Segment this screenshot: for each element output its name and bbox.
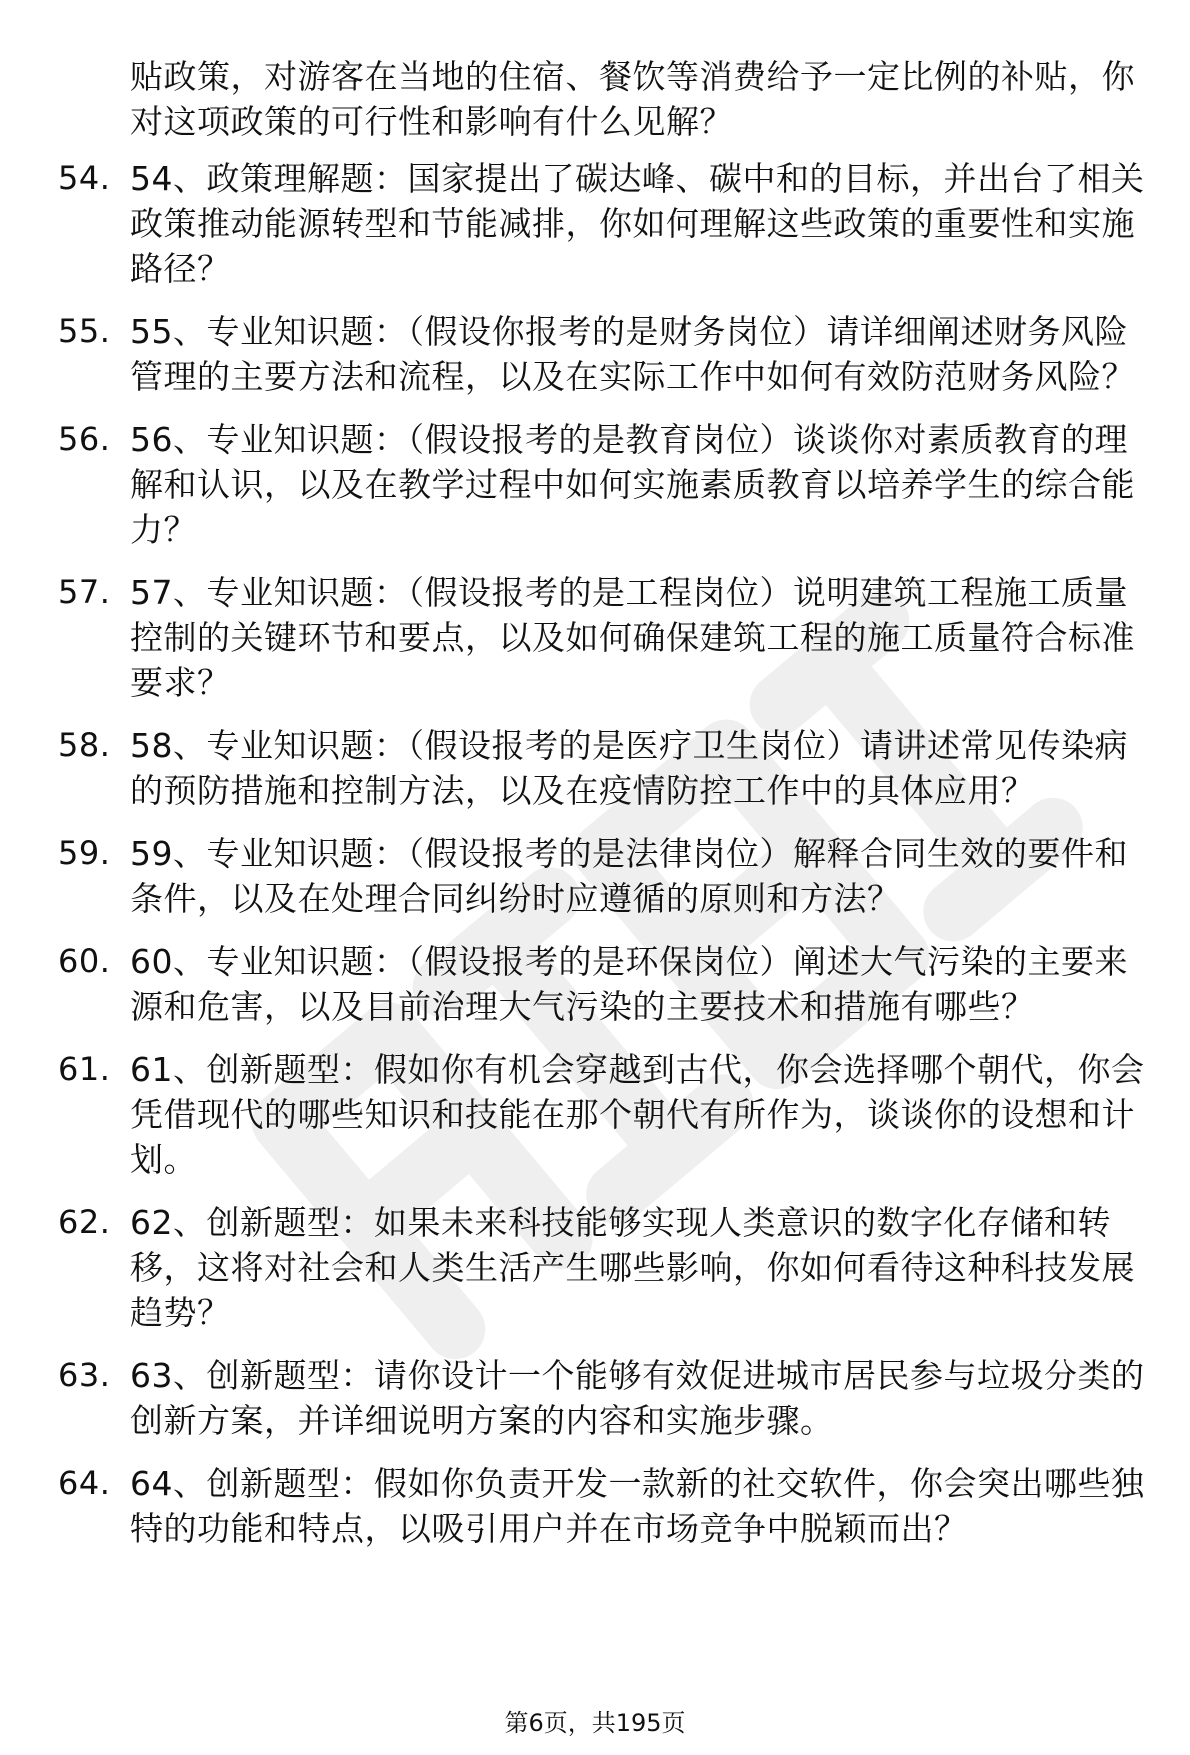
question-list bbox=[0, 156, 1190, 1569]
list-item bbox=[0, 156, 1190, 291]
page-footer: 第6页，共195页 bbox=[504, 1709, 686, 1737]
question-number: 55. bbox=[58, 312, 111, 350]
question-text: 61、创新题型：假如你有机会穿越到古代，你会选择哪个朝代，你会凭借现代的哪些知识和技能在那个朝代有所作为，谈谈你的设想和计划。 bbox=[130, 1050, 1145, 1179]
question-text: 56、专业知识题：（假设报考的是教育岗位）谈谈你对素质教育的理解和认识，以及在教学过程中如何实施素质教育以培养学生的综合能力？ bbox=[130, 420, 1135, 549]
question-text: 62、创新题型：如果未来科技能够实现人类意识的数字化存储和转移，这将对社会和人类生活产生哪些影响，你如何看待这种科技发展趋势？ bbox=[130, 1203, 1135, 1332]
question-number: 59. bbox=[58, 834, 111, 872]
question-number: 61. bbox=[58, 1050, 111, 1088]
question-number: 58. bbox=[58, 726, 111, 764]
question-number: 64. bbox=[58, 1464, 111, 1502]
list-item bbox=[0, 1047, 1190, 1182]
question-text: 58、专业知识题：（假设报考的是医疗卫生岗位）请讲述常见传染病的预防措施和控制方法，以及在疫情防控工作中的具体应用？ bbox=[130, 726, 1128, 810]
question-text: 55、专业知识题：（假设你报考的是财务岗位）请详细阐述财务风险管理的主要方法和流程，以及在实际工作中如何有效防范财务风险？ bbox=[130, 312, 1135, 396]
list-item bbox=[0, 309, 1190, 399]
question-text: 59、专业知识题：（假设报考的是法律岗位）解释合同生效的要件和条件，以及在处理合同纠纷时应遵循的原则和方法？ bbox=[130, 834, 1128, 918]
question-number: 56. bbox=[58, 420, 111, 458]
question-number: 63. bbox=[58, 1356, 111, 1394]
list-item bbox=[0, 570, 1190, 705]
question-number: 62. bbox=[58, 1203, 111, 1241]
list-item bbox=[0, 1461, 1190, 1551]
question-text: 60、专业知识题：（假设报考的是环保岗位）阐述大气污染的主要来源和危害，以及目前治理大气污染的主要技术和措施有哪些？ bbox=[130, 942, 1128, 1026]
question-number: 60. bbox=[58, 942, 111, 980]
question-text: 57、专业知识题：（假设报考的是工程岗位）说明建筑工程施工质量控制的关键环节和要点，以及如何确保建筑工程的施工质量符合标准要求？ bbox=[130, 573, 1135, 702]
list-item bbox=[0, 1353, 1190, 1443]
list-item bbox=[0, 723, 1190, 813]
list-item bbox=[0, 939, 1190, 1029]
list-item bbox=[0, 831, 1190, 921]
list-item bbox=[0, 1200, 1190, 1335]
list-item bbox=[0, 417, 1190, 552]
continued-question-text: 贴政策，对游客在当地的住宿、餐饮等消费给予一定比例的补贴，你对这项政策的可行性和影响有什么见解？ bbox=[130, 57, 1135, 141]
question-number: 57. bbox=[58, 573, 111, 611]
question-number: 54. bbox=[58, 159, 111, 197]
question-text: 64、创新题型：假如你负责开发一款新的社交软件，你会突出哪些独特的功能和特点，以吸引用户并在市场竞争中脱颖而出？ bbox=[130, 1464, 1145, 1548]
question-text: 54、政策理解题：国家提出了碳达峰、碳中和的目标，并出台了相关政策推动能源转型和节能减排，你如何理解这些政策的重要性和实施路径？ bbox=[130, 159, 1145, 288]
question-text: 63、创新题型：请你设计一个能够有效促进城市居民参与垃圾分类的创新方案，并详细说明方案的内容和实施步骤。 bbox=[130, 1356, 1145, 1440]
